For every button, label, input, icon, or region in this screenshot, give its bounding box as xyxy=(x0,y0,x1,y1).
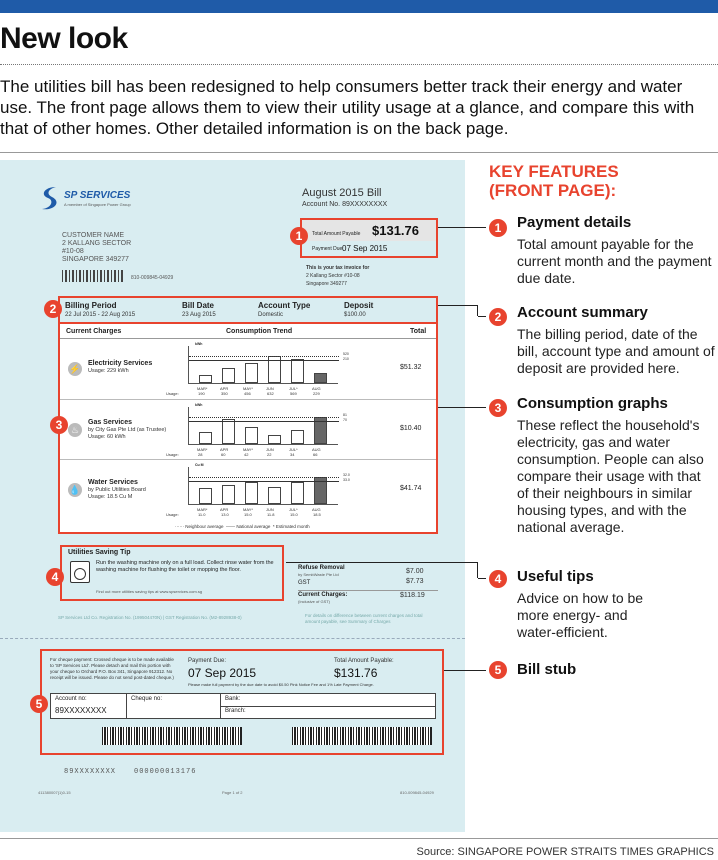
service-usage: Usage: 18.5 Cu M xyxy=(88,494,133,500)
value-label: 632 xyxy=(267,391,274,396)
value-label: 350 xyxy=(221,391,228,396)
refuse-sub: by SembWaste Pte Ltd xyxy=(298,572,339,577)
total-value: $131.76 xyxy=(372,223,419,238)
consumption-bar xyxy=(291,482,304,504)
month-label: MAY* xyxy=(243,507,253,512)
payment-details-box xyxy=(300,218,438,258)
consumption-graphs-box xyxy=(58,322,438,534)
badge-3: 3 xyxy=(50,416,68,434)
source-credit: Source: SINGAPORE POWER STRAITS TIMES GRAPHICS xyxy=(416,846,714,858)
logo-text: SP SERVICES xyxy=(64,190,131,201)
chart-unit: Cu M xyxy=(195,463,204,467)
stub-total-label: Total Amount Payable: xyxy=(334,658,394,664)
saving-tip-box xyxy=(60,545,284,601)
value-label: 456 xyxy=(244,391,251,396)
consumption-chart xyxy=(188,342,349,396)
col-current: Current Charges xyxy=(66,328,122,335)
gst-value: $7.73 xyxy=(406,578,424,585)
chart-unit: kWh xyxy=(195,403,203,407)
consumption-bar xyxy=(199,432,212,444)
service-total: $10.40 xyxy=(400,425,422,432)
value-label: 42 xyxy=(244,452,249,457)
national-average-value: 70 xyxy=(343,418,347,422)
connector-2 xyxy=(438,305,478,316)
consumption-bar xyxy=(222,368,235,383)
stub-due-value: 07 Sep 2015 xyxy=(188,666,257,680)
ocr-right: 000000013176 xyxy=(134,768,197,776)
neighbour-average-line xyxy=(189,477,339,478)
customer-address: CUSTOMER NAME 2 KALLANG SECTOR #10-08 SINGAPORE 349277 xyxy=(62,232,132,263)
intro-paragraph: The utilities bill has been redesigned to help consumers better track their energy and water use. The front page allows them to view their utility usage at a glance, and compare this with that of other homes. Other detailed information is on the back page. xyxy=(0,77,695,138)
month-label: JUL* xyxy=(289,507,298,512)
month-label: JUL* xyxy=(289,386,298,391)
footer-right: For details on difference between current charges and total amount payable, see Summary of Charges xyxy=(305,613,423,624)
chart-legend: ······ Neighbour average —— National average * Estimated month xyxy=(175,524,310,529)
connector-4 xyxy=(286,562,478,578)
bill-image xyxy=(0,160,465,832)
value-label: 34 xyxy=(290,452,295,457)
consumption-bar xyxy=(245,363,258,383)
national-average-line xyxy=(189,360,339,361)
neighbour-average-line xyxy=(189,356,339,357)
service-name: Electricity Services xyxy=(88,360,153,367)
water-icon: 💧 xyxy=(69,485,81,495)
value-label: 229 xyxy=(313,391,320,396)
tear-line xyxy=(0,638,465,639)
service-total: $41.74 xyxy=(400,485,422,492)
value-label: 60 xyxy=(221,452,226,457)
divider xyxy=(0,152,718,153)
service-row xyxy=(60,461,436,519)
value-label: 28 xyxy=(198,452,203,457)
month-label: MAY* xyxy=(243,386,253,391)
consumption-bar xyxy=(314,373,327,383)
service-name: Water Services xyxy=(88,479,138,486)
connector-5 xyxy=(444,670,486,671)
bill-stub-box xyxy=(40,649,444,755)
cheque-label: Cheque no: xyxy=(131,696,163,702)
value-label: 15.0 xyxy=(290,512,298,517)
current-value: $118.19 xyxy=(400,592,425,599)
tip-text: Run the washing machine only on a full load. Collect rinse water from the washing machine for flushing the toilet or mopping the floor. xyxy=(96,560,274,573)
barcode-number: 810-009845-04929 xyxy=(131,275,174,281)
top-color-bar xyxy=(0,0,718,13)
connector-3 xyxy=(438,407,486,408)
usage-axis-label: Usage: xyxy=(166,512,179,517)
consumption-bar xyxy=(199,375,212,383)
gst-label: GST xyxy=(298,580,311,586)
account-summary-box: Billing Period Bill Date Account Type Deposit 22 Jul 2015 - 22 Aug 2015 23 Aug 2015 Domestic $100.00 xyxy=(58,296,438,324)
divider xyxy=(0,64,718,65)
month-label: MAR* xyxy=(197,507,208,512)
value-label: 190 xyxy=(198,391,205,396)
refuse-label: Refuse Removal xyxy=(298,565,345,571)
value-label: 66 xyxy=(313,452,318,457)
month-label: JUN xyxy=(266,447,274,452)
consumption-bar xyxy=(291,359,304,383)
usage-axis-label: Usage: xyxy=(166,391,179,396)
current-label: Current Charges: xyxy=(298,592,348,598)
consumption-bar xyxy=(291,430,304,444)
service-sub: by Public Utilities Board xyxy=(88,487,146,493)
total-label: Total Amount Payable xyxy=(312,231,361,237)
key-features-title: KEY FEATURES (FRONT PAGE): xyxy=(489,162,619,200)
headline: New look xyxy=(0,22,128,55)
due-value: 07 Sep 2015 xyxy=(342,244,388,253)
service-usage: Usage: 229 kWh xyxy=(88,368,129,374)
month-label: MAR* xyxy=(197,447,208,452)
service-name: Gas Services xyxy=(88,419,132,426)
month-label: MAY* xyxy=(243,447,253,452)
month-label: APR xyxy=(220,507,229,512)
consumption-chart xyxy=(188,403,347,457)
usage-axis-label: Usage: xyxy=(166,452,179,457)
tax-invoice: This is your tax invoice for 2 Kallang Sector #10-08 Singapore 349277 xyxy=(306,265,370,287)
service-total: $51.32 xyxy=(400,364,422,371)
service-usage: Usage: 60 kWh xyxy=(88,434,126,440)
neighbour-average-value: 81 xyxy=(343,413,347,417)
service-row xyxy=(60,401,436,459)
badge-5: 5 xyxy=(30,695,48,713)
stub-fields xyxy=(50,693,436,719)
national-average-line xyxy=(189,421,339,422)
chart-unit: kWh xyxy=(195,342,203,346)
national-average-line xyxy=(189,481,339,482)
value-label: 569 xyxy=(290,391,297,396)
badge-2: 2 xyxy=(44,300,62,318)
col-trend: Consumption Trend xyxy=(226,328,293,335)
stub-barcode-right xyxy=(292,727,432,745)
month-label: MAR* xyxy=(197,386,208,391)
value-label: 18.5 xyxy=(313,512,321,517)
value-label: 11.8 xyxy=(267,512,275,517)
month-label: AUG xyxy=(312,447,321,452)
month-label: JUN xyxy=(266,386,274,391)
value-label: 15.0 xyxy=(244,512,252,517)
badge-4: 4 xyxy=(46,568,64,586)
bill-title: August 2015 Bill xyxy=(302,187,382,199)
electricity-icon: ⚡ xyxy=(69,364,81,374)
tip-more: Find out more utilities saving tips at www.spservices.com.sg xyxy=(96,589,203,594)
postal-barcode xyxy=(62,270,124,282)
divider xyxy=(0,838,718,839)
acct-label: Account no: xyxy=(55,696,87,702)
value-label: 11.0 xyxy=(198,512,206,517)
neighbour-average-value: 520 xyxy=(343,352,349,356)
gas-icon: ♨ xyxy=(68,423,82,437)
value-label: 22 xyxy=(267,452,272,457)
logo-sub: A member of Singapore Power Group xyxy=(64,202,131,207)
due-label: Payment Due: xyxy=(312,246,344,252)
value-label: 13.0 xyxy=(221,512,229,517)
cheque-text: For cheque payment: Crossed cheque is to be made available to 'SP Services Ltd'. Please detach and mail this portion with your cheque to Orchard P.O. Box 341, Singapore 912312. No receipt will be issued. Please do not send post-dated cheque.) xyxy=(50,657,174,680)
month-label: JUL* xyxy=(289,447,298,452)
bank-label: Bank: xyxy=(225,696,241,702)
consumption-bar xyxy=(268,487,281,504)
consumption-bar xyxy=(245,427,258,444)
consumption-bar xyxy=(222,419,235,444)
badge-1: 1 xyxy=(290,227,308,245)
bottom-left: 411380007(1)0-15 xyxy=(38,790,71,795)
branch-label: Branch: xyxy=(225,708,246,714)
washing-machine-icon xyxy=(70,561,90,583)
stub-barcode-left xyxy=(102,727,242,745)
consumption-bar xyxy=(245,482,258,504)
national-average-value: 210 xyxy=(343,357,349,361)
neighbour-average-line xyxy=(189,417,339,418)
service-sub: by City Gas Pte Ltd (as Trustee) xyxy=(88,427,167,433)
col-total: Total xyxy=(410,328,427,335)
consumption-chart xyxy=(188,463,350,517)
consumption-bar xyxy=(199,488,212,504)
acct-value: 89XXXXXXXX xyxy=(55,706,107,715)
neighbour-average-value: 32.0 xyxy=(343,473,350,477)
service-row xyxy=(60,340,436,398)
month-label: AUG xyxy=(312,507,321,512)
month-label: JUN xyxy=(266,507,274,512)
footer-left: SP Services Ltd Co. Registration No. (199504470N) | GST Registration No. (M2-8928938-0) xyxy=(58,615,242,620)
month-label: APR xyxy=(220,386,229,391)
account-number: Account No. 89XXXXXXXX xyxy=(302,201,388,208)
consumption-bar xyxy=(268,435,281,444)
national-average-value: 33.0 xyxy=(343,478,350,482)
month-label: APR xyxy=(220,447,229,452)
tip-title: Utilities Saving Tip xyxy=(68,549,131,556)
stub-total-value: $131.76 xyxy=(334,666,378,680)
sp-logo-icon xyxy=(38,184,62,217)
consumption-bar xyxy=(222,485,235,504)
refuse-value: $7.00 xyxy=(406,568,424,575)
month-label: AUG xyxy=(312,386,321,391)
connector-1 xyxy=(438,227,486,228)
ocr-left: 89XXXXXXXX xyxy=(64,768,117,776)
bottom-mid: Page 1 of 2 xyxy=(222,790,243,795)
current-sub: (Inclusive of GST) xyxy=(298,599,331,604)
stub-due-label: Payment Due: xyxy=(188,658,227,664)
bottom-right: 810-009845-04929 xyxy=(400,790,434,795)
stub-note: Please make full payment by the due date to avoid $0.50 Pink Notice Fee and 1% Late Payment Charge. xyxy=(188,682,374,687)
